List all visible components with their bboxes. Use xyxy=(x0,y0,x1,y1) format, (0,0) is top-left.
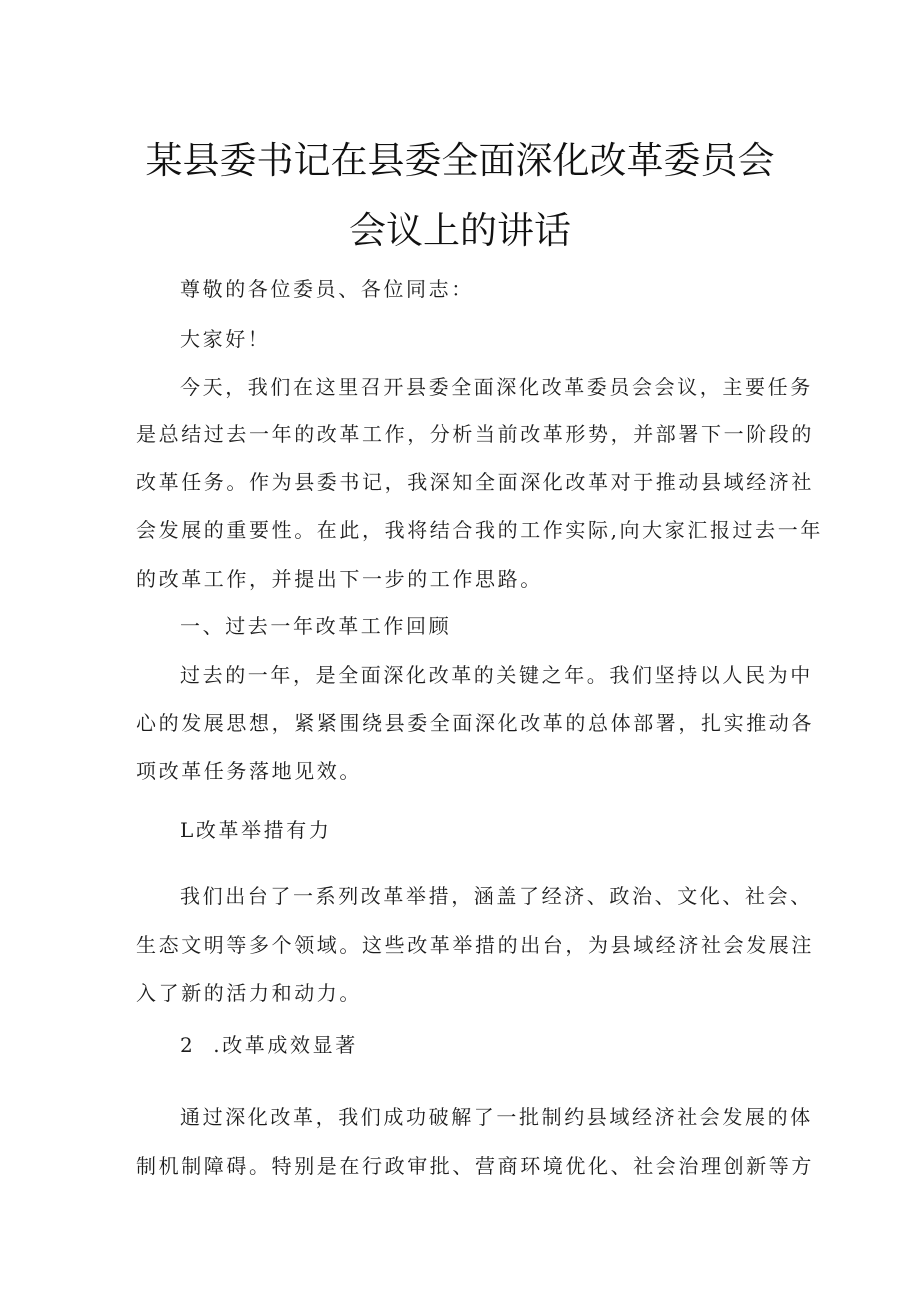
subsection-1-line: 我们出台了一系列改革举措，涵盖了经济、政治、文化、社会、 xyxy=(180,884,813,908)
subsection-2-line: 制机制障碍。特别是在行政审批、营商环境优化、社会治理创新等方 xyxy=(136,1154,814,1178)
intro-line: 改革任务。作为县委书记，我深知全面深化改革对于推动县域经济社 xyxy=(136,470,814,494)
document-title-line-1: 某县委书记在县委全面深化改革委员会 xyxy=(145,139,775,182)
subsection-1-line: 生态文明等多个领域。这些改革举措的出台，为县域经济社会发展注 xyxy=(136,933,814,957)
document-title-line-2: 会议上的讲话 xyxy=(349,209,571,252)
intro-line: 是总结过去一年的改革工作，分析当前改革形势，并部署下一阶段的 xyxy=(136,422,814,446)
section-1-heading: 一、过去一年改革工作回顾 xyxy=(180,614,452,638)
intro-line: 今天，我们在这里召开县委全面深化改革委员会会议，主要任务 xyxy=(180,375,813,399)
subsection-1-line: 入了新的活力和动力。 xyxy=(136,981,362,1005)
salutation: 尊敬的各位委员、各位同志： xyxy=(180,277,474,301)
intro-line: 会发展的重要性。在此，我将结合我的工作实际,向大家汇报过去一年 xyxy=(136,518,823,542)
section-1-line: 过去的一年，是全面深化改革的关键之年。我们坚持以人民为中 xyxy=(180,663,813,687)
section-1-line: 心的发展思想，紧紧围绕县委全面深化改革的总体部署，扎实推动各 xyxy=(136,711,814,735)
intro-line: 的改革工作，并提出下一步的工作思路。 xyxy=(136,567,543,591)
section-1-line: 项改革任务落地见效。 xyxy=(136,759,362,783)
subsection-2-heading: 2 .改革成效显著 xyxy=(180,1033,358,1057)
subsection-1-heading: L改革举措有力 xyxy=(180,818,332,842)
subsection-2-line: 通过深化改革，我们成功破解了一批制约县域经济社会发展的体 xyxy=(180,1105,813,1129)
greeting: 大家好！ xyxy=(180,327,271,351)
